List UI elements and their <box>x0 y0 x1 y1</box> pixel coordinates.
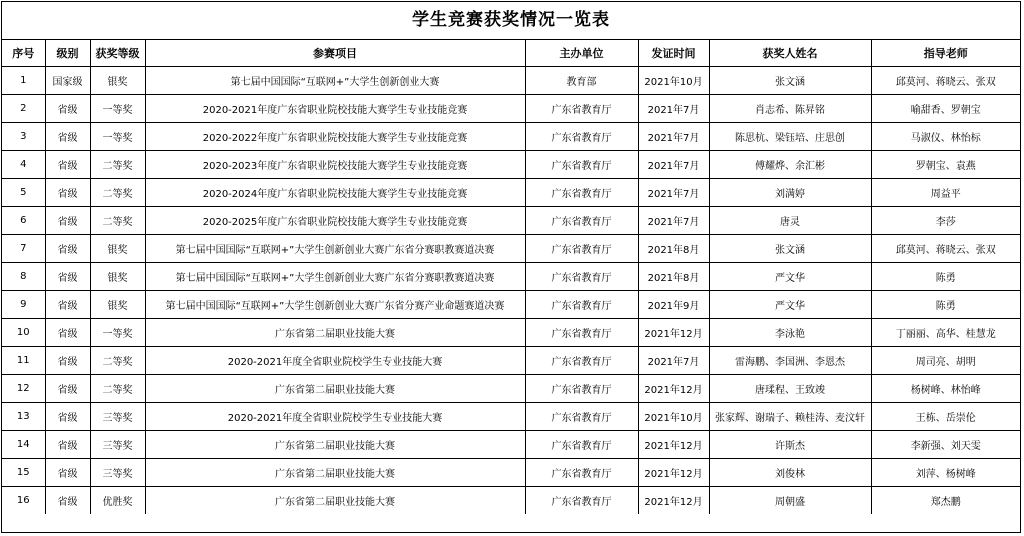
cell-advisors: 周益平 <box>871 179 1020 207</box>
cell-issue-date: 2021年10月 <box>638 403 709 431</box>
cell-award: 一等奖 <box>90 95 145 123</box>
cell-issue-date: 2021年7月 <box>638 95 709 123</box>
cell-winners: 严文华 <box>709 263 871 291</box>
cell-issue-date: 2021年12月 <box>638 319 709 347</box>
cell-award: 二等奖 <box>90 347 145 375</box>
cell-level: 省级 <box>45 151 90 179</box>
table-row <box>2 123 1020 151</box>
cell-index: 8 <box>2 263 45 291</box>
cell-index: 6 <box>2 207 45 235</box>
cell-issue-date: 2021年12月 <box>638 487 709 515</box>
table-row <box>2 207 1020 235</box>
cell-level: 省级 <box>45 291 90 319</box>
cell-index: 9 <box>2 291 45 319</box>
cell-advisors: 郑杰鹏 <box>871 487 1020 515</box>
cell-winners: 张文涵 <box>709 67 871 95</box>
header-col-advisors: 指导老师 <box>871 40 1020 67</box>
cell-level: 省级 <box>45 95 90 123</box>
cell-organizer: 广东省教育厅 <box>525 235 638 263</box>
cell-award: 二等奖 <box>90 375 145 403</box>
cell-award: 一等奖 <box>90 123 145 151</box>
header-col-level: 级别 <box>45 40 90 67</box>
header-col-index: 序号 <box>2 40 45 67</box>
cell-advisors: 邱莫河、蒋晓云、张双 <box>871 235 1020 263</box>
cell-advisors: 马淑仪、林怡标 <box>871 123 1020 151</box>
cell-winners: 张文涵 <box>709 235 871 263</box>
cell-level: 省级 <box>45 487 90 515</box>
cell-winners: 李泳艳 <box>709 319 871 347</box>
cell-project: 广东省第二届职业技能大赛 <box>145 459 525 487</box>
cell-winners: 张家辉、谢瑞子、赖桂涛、麦汶轩 <box>709 403 871 431</box>
table-row <box>2 431 1020 459</box>
cell-project: 2020-2022年度广东省职业院校技能大赛学生专业技能竞赛 <box>145 123 525 151</box>
cell-level: 省级 <box>45 319 90 347</box>
cell-project: 2020-2021年度全省职业院校学生专业技能大赛 <box>145 347 525 375</box>
cell-organizer: 广东省教育厅 <box>525 319 638 347</box>
cell-issue-date: 2021年10月 <box>638 67 709 95</box>
cell-advisors: 邱莫河、蒋晓云、张双 <box>871 67 1020 95</box>
cell-organizer: 广东省教育厅 <box>525 151 638 179</box>
cell-advisors: 陈勇 <box>871 291 1020 319</box>
cell-advisors: 刘萍、杨树峰 <box>871 459 1020 487</box>
cell-organizer: 广东省教育厅 <box>525 403 638 431</box>
table-row <box>2 459 1020 487</box>
cell-issue-date: 2021年7月 <box>638 347 709 375</box>
table-row <box>2 67 1020 95</box>
cell-advisors: 王栋、岳崇伦 <box>871 403 1020 431</box>
cell-index: 5 <box>2 179 45 207</box>
table-body <box>2 67 1020 515</box>
cell-project: 第七届中国国际“互联网+”大学生创新创业大赛广东省分赛职教赛道决赛 <box>145 263 525 291</box>
header-col-winners: 获奖人姓名 <box>709 40 871 67</box>
cell-issue-date: 2021年8月 <box>638 263 709 291</box>
table-row <box>2 179 1020 207</box>
cell-winners: 肖志希、陈昇铭 <box>709 95 871 123</box>
cell-winners: 严文华 <box>709 291 871 319</box>
table-row <box>2 487 1020 515</box>
table-row <box>2 95 1020 123</box>
table-row <box>2 263 1020 291</box>
cell-organizer: 广东省教育厅 <box>525 459 638 487</box>
cell-project: 第七届中国国际“互联网+”大学生创新创业大赛 <box>145 67 525 95</box>
cell-award: 二等奖 <box>90 207 145 235</box>
cell-issue-date: 2021年12月 <box>638 459 709 487</box>
cell-level: 省级 <box>45 459 90 487</box>
cell-winners: 周朝盛 <box>709 487 871 515</box>
cell-project: 广东省第二届职业技能大赛 <box>145 319 525 347</box>
cell-issue-date: 2021年7月 <box>638 207 709 235</box>
cell-index: 12 <box>2 375 45 403</box>
header-col-issue-date: 发证时间 <box>638 40 709 67</box>
cell-organizer: 广东省教育厅 <box>525 207 638 235</box>
cell-award: 三等奖 <box>90 431 145 459</box>
cell-project: 2020-2021年度广东省职业院校技能大赛学生专业技能竞赛 <box>145 95 525 123</box>
cell-organizer: 广东省教育厅 <box>525 347 638 375</box>
cell-winners: 唐瑈程、王致竣 <box>709 375 871 403</box>
cell-level: 省级 <box>45 375 90 403</box>
table-row <box>2 319 1020 347</box>
cell-winners: 刘满婷 <box>709 179 871 207</box>
cell-award: 二等奖 <box>90 151 145 179</box>
header-col-organizer: 主办单位 <box>525 40 638 67</box>
cell-winners: 陈思杭、梁钰培、庄思创 <box>709 123 871 151</box>
cell-project: 广东省第二届职业技能大赛 <box>145 375 525 403</box>
cell-project: 2020-2023年度广东省职业院校技能大赛学生专业技能竞赛 <box>145 151 525 179</box>
cell-organizer: 广东省教育厅 <box>525 431 638 459</box>
cell-winners: 傅耀烨、余汇彬 <box>709 151 871 179</box>
cell-organizer: 广东省教育厅 <box>525 487 638 515</box>
cell-advisors: 罗朝宝、袁燕 <box>871 151 1020 179</box>
cell-advisors: 李新强、刘天雯 <box>871 431 1020 459</box>
cell-winners: 刘俊林 <box>709 459 871 487</box>
cell-level: 省级 <box>45 347 90 375</box>
cell-winners: 雷海鹏、李国洲、李恩杰 <box>709 347 871 375</box>
cell-advisors: 杨树峰、林怡峰 <box>871 375 1020 403</box>
cell-issue-date: 2021年7月 <box>638 123 709 151</box>
cell-level: 省级 <box>45 179 90 207</box>
cell-advisors: 李莎 <box>871 207 1020 235</box>
cell-index: 1 <box>2 67 45 95</box>
header-col-award: 获奖等级 <box>90 40 145 67</box>
header-col-project: 参赛项目 <box>145 40 525 67</box>
cell-organizer: 广东省教育厅 <box>525 179 638 207</box>
cell-level: 省级 <box>45 263 90 291</box>
cell-index: 2 <box>2 95 45 123</box>
cell-level: 省级 <box>45 235 90 263</box>
cell-advisors: 喻甜香、罗朝宝 <box>871 95 1020 123</box>
table-row <box>2 151 1020 179</box>
cell-level: 国家级 <box>45 67 90 95</box>
cell-project: 2020-2025年度广东省职业院校技能大赛学生专业技能竞赛 <box>145 207 525 235</box>
cell-organizer: 广东省教育厅 <box>525 291 638 319</box>
cell-project: 广东省第二届职业技能大赛 <box>145 487 525 515</box>
cell-level: 省级 <box>45 207 90 235</box>
cell-issue-date: 2021年9月 <box>638 291 709 319</box>
cell-advisors: 丁丽丽、高华、桂慧龙 <box>871 319 1020 347</box>
cell-organizer: 广东省教育厅 <box>525 263 638 291</box>
cell-level: 省级 <box>45 123 90 151</box>
cell-index: 13 <box>2 403 45 431</box>
cell-level: 省级 <box>45 431 90 459</box>
cell-project: 广东省第二届职业技能大赛 <box>145 431 525 459</box>
cell-issue-date: 2021年12月 <box>638 375 709 403</box>
cell-project: 2020-2024年度广东省职业院校技能大赛学生专业技能竞赛 <box>145 179 525 207</box>
cell-index: 7 <box>2 235 45 263</box>
cell-award: 二等奖 <box>90 179 145 207</box>
cell-award: 一等奖 <box>90 319 145 347</box>
table-row <box>2 375 1020 403</box>
cell-index: 11 <box>2 347 45 375</box>
awards-table <box>2 40 1020 514</box>
cell-advisors: 陈勇 <box>871 263 1020 291</box>
cell-advisors: 周司亮、胡明 <box>871 347 1020 375</box>
cell-index: 14 <box>2 431 45 459</box>
header-row <box>2 40 1020 67</box>
cell-organizer: 广东省教育厅 <box>525 123 638 151</box>
cell-award: 三等奖 <box>90 459 145 487</box>
cell-winners: 许斯杰 <box>709 431 871 459</box>
table-row <box>2 347 1020 375</box>
cell-award: 优胜奖 <box>90 487 145 515</box>
cell-organizer: 广东省教育厅 <box>525 95 638 123</box>
cell-index: 4 <box>2 151 45 179</box>
table-row <box>2 235 1020 263</box>
cell-level: 省级 <box>45 403 90 431</box>
cell-index: 15 <box>2 459 45 487</box>
cell-issue-date: 2021年7月 <box>638 179 709 207</box>
sheet-title: 学生竞赛获奖情况一览表 <box>2 2 1020 40</box>
cell-index: 16 <box>2 487 45 515</box>
cell-project: 第七届中国国际“互联网+”大学生创新创业大赛广东省分赛职教赛道决赛 <box>145 235 525 263</box>
cell-award: 三等奖 <box>90 403 145 431</box>
cell-issue-date: 2021年8月 <box>638 235 709 263</box>
cell-organizer: 教育部 <box>525 67 638 95</box>
awards-sheet <box>1 1 1021 533</box>
cell-project: 2020-2021年度全省职业院校学生专业技能大赛 <box>145 403 525 431</box>
cell-award: 银奖 <box>90 67 145 95</box>
cell-award: 银奖 <box>90 235 145 263</box>
table-row <box>2 403 1020 431</box>
cell-winners: 唐灵 <box>709 207 871 235</box>
table-row <box>2 291 1020 319</box>
cell-project: 第七届中国国际“互联网+”大学生创新创业大赛广东省分赛产业命题赛道决赛 <box>145 291 525 319</box>
cell-index: 10 <box>2 319 45 347</box>
cell-issue-date: 2021年7月 <box>638 151 709 179</box>
cell-index: 3 <box>2 123 45 151</box>
cell-award: 银奖 <box>90 263 145 291</box>
cell-award: 银奖 <box>90 291 145 319</box>
cell-organizer: 广东省教育厅 <box>525 375 638 403</box>
cell-issue-date: 2021年12月 <box>638 431 709 459</box>
